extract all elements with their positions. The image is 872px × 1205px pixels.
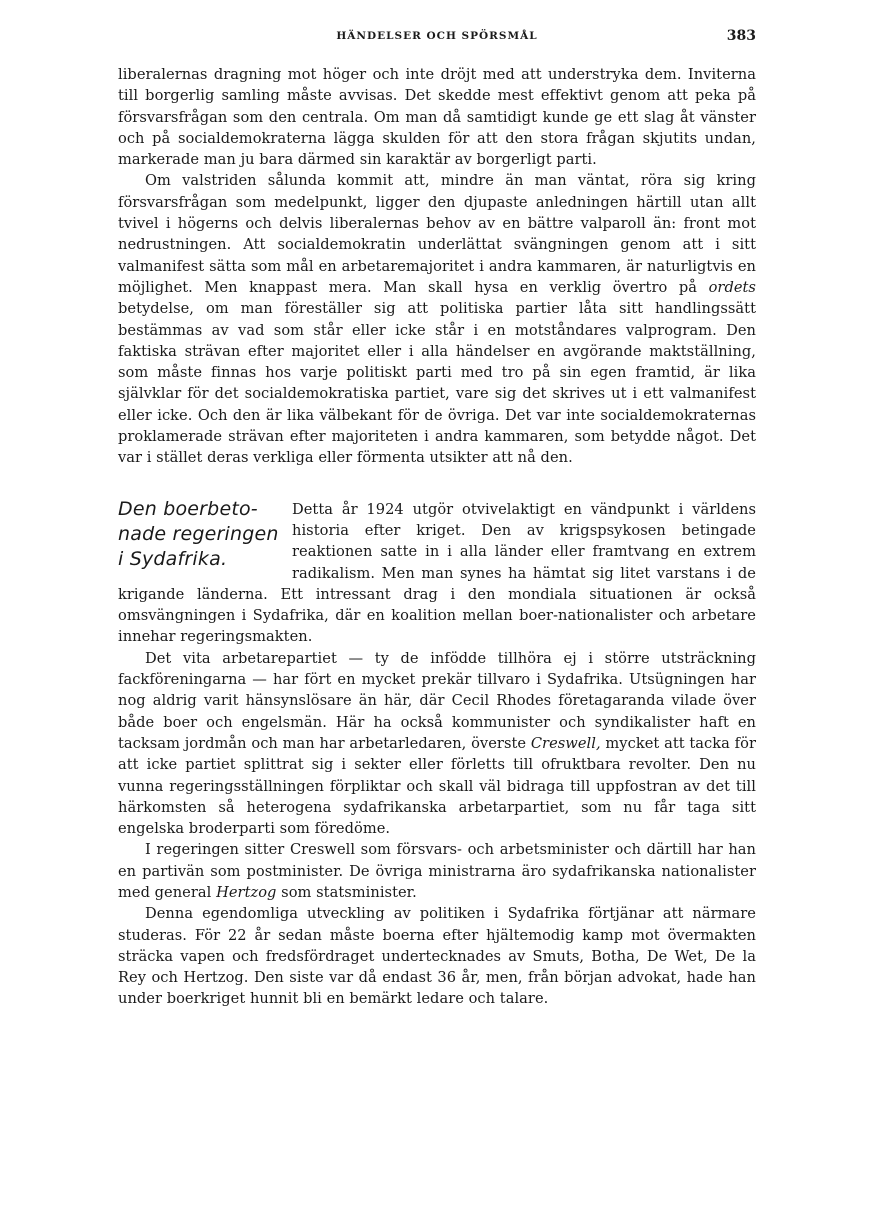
paragraph-1-text: liberalernas dragning mot höger och inte dröjt med att understryka dem. Inviterna till borgerlig samling måste avvisas. Det skedde mest effektivt genom att peka på försvarsfrågan som den centrala. Om man då samtidigt kunde ge ett slag åt vänster och på socialdemokraterna lägga skulden för att den stora frågan skjutits undan, markerade man ju bara därmed sin karaktär av borgerligt parti. [118,66,756,169]
body-text [118,64,756,469]
marginal-heading [118,497,280,572]
running-title: HÄNDELSER OCH SPÖRSMÅL [336,30,538,42]
section-paragraph-3-text-after: som statsminister. [281,883,417,901]
marginal-heading-line-1: Den boerbeto- [118,497,258,520]
book-page [118,28,756,1010]
paragraph-2-text: Om valstriden sålunda kommit att, mindre än man väntat, röra sig kring försvarsfrågan som medelpunkt, ligger den djupaste anledningen härtill utan allt tvivel i högerns och delvis liberalernas behov av en bättre valparoll än: front mot nedrustningen. Att socialdemokratin underlättat svängningen genom att i sitt valmanifest sätta som mål en arbetaremajoritet i andra kammaren, är naturligtvis en möjlighet. Men knappast mera. Man skall hysa en verklig övertro på [118,172,756,296]
section-paragraph-1-text: Detta år 1924 utgör otvivelaktigt en vändpunkt i världens historia efter kriget. Den av krigspsykosen betingade reaktionen satte in i alla länder eller framtvang en extrem radikalism. Men man synes ha hämtat sig litet varstans i de krigande länderna. Ett intressant drag i den mondiala situationen är också omsvängningen i Sydafrika, där en koalition mellan boer-nationalister och arbetare innehar regeringsmakten. [118,500,756,646]
paragraph-1 [118,64,756,170]
section-paragraph-2-text-after: mycket att tacka för att icke partiet splittrat sig i sekter eller förletts till ofruktbara revolter. Den nu vunna regeringsställningen förpliktar och skall väl bidraga till uppfostran av det till härkomsten så heterogena sydafrikanska arbetarpartiet, som nu får taga sitt engelska broderparti som föredöme. [118,734,756,838]
page-number: 383 [726,28,756,44]
section-paragraph-3 [118,839,756,903]
emphasis-ordets: ordets [708,278,756,296]
section-paragraph-2 [118,648,756,840]
marginal-heading-line-3: i Sydafrika. [118,547,228,570]
section-paragraph-4-text: Denna egendomliga utveckling av politiken i Sydafrika förtjänar att närmare studeras. För 22 år sedan måste boerna efter hjältemodig kamp mot övermakten sträcka vapen och fredsfördraget undertecknades av Smuts, Botha, De Wet, De la Rey och Hertzog. Den siste var då endast 36 år, men, från början advokat, hade han under boerkriget hunnit bli en bemärkt ledare och talare. [118,905,756,1008]
section-sydafrika [118,499,756,1010]
section-paragraph-2-text: Det vita arbetarepartiet — ty de infödde tillhöra ej i större utsträckning fackföreningarna — har fört en mycket prekär tillvaro i Sydafrika. Utsügningen har nog aldrig varit hänsynslösare än här, där Cecil Rhodes företagaranda vilade över både boer och engelsmän. Här ha också kommunister och syndikalister haft en tacksam jordmån och man har arbetarledaren, överste [118,649,756,752]
section-paragraph-3-text: I regeringen sitter Creswell som försvars- och arbetsminister och därtill har han en partivän som postminister. De övriga ministrarna äro sydafrikanska nationalister med general [118,841,756,901]
section-paragraph-1 [118,499,756,648]
marginal-heading-line-2: nade regeringen [118,522,279,545]
emphasis-creswell: Creswell, [530,734,601,752]
page-header [118,28,756,50]
paragraph-2-text-after: betydelse, om man föreställer sig att politiska partier låta sitt handlingssätt bestämmas av vad som står eller icke står i en motståndares valprogram. Den faktiska strävan efter majoritet eller i alla händelser en avgörande maktställning, som måste finnas hos varje politiskt parti med tro på sin egen framtid, är lika självklar för det socialdemokratiska partiet, vare sig det skrives ut i ett valmanifest eller icke. Och den är lika välbekant för de övriga. Det var inte socialdemokraternas proklamerade strävan efter majoriteten i andra kammaren, som betydde något. Det var i stället deras verkliga eller förmenta utsikter att nå den. [118,300,756,467]
section-paragraph-4 [118,903,756,1009]
emphasis-hertzog: Hertzog [216,883,277,901]
paragraph-2 [118,170,756,468]
